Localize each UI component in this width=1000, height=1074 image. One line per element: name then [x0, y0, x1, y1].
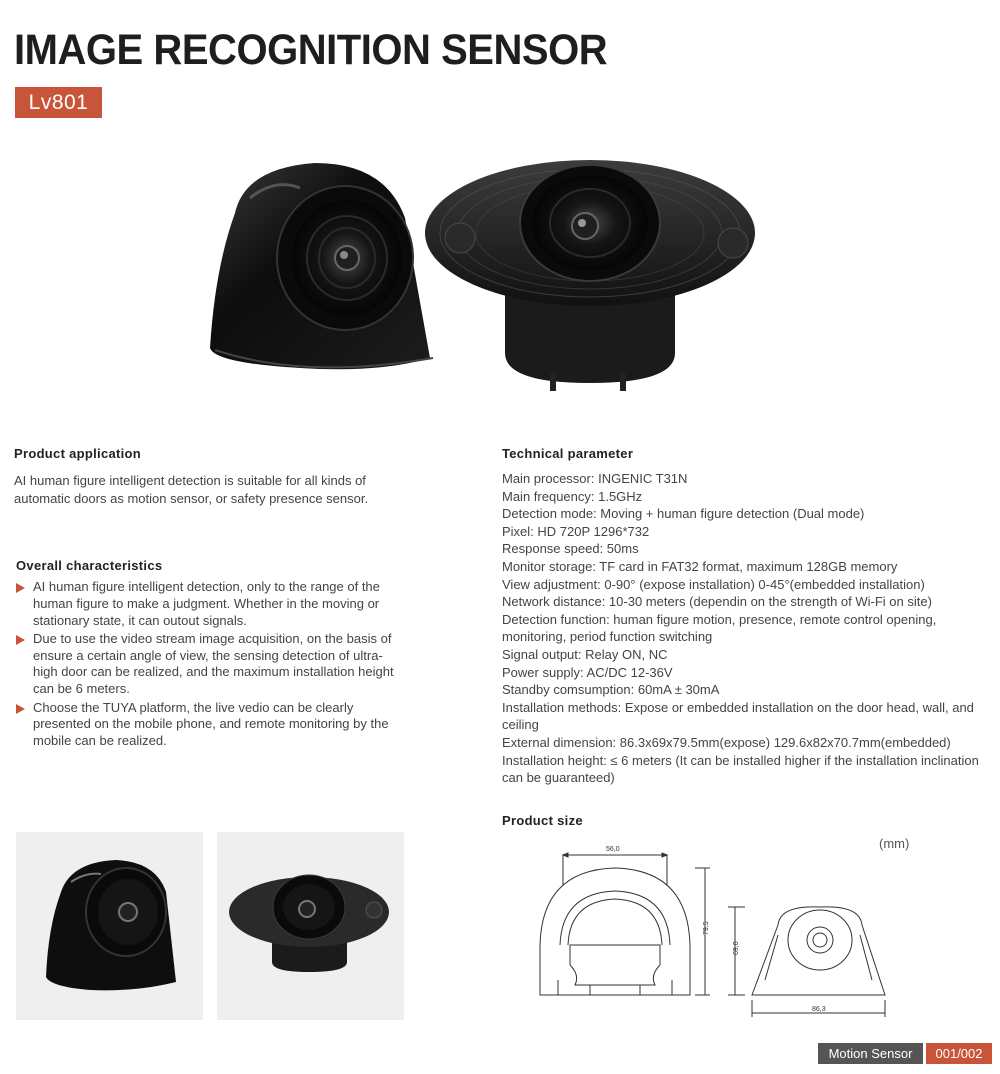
product-size-heading: Product size — [502, 813, 583, 828]
list-item: Signal output: Relay ON, NC — [502, 646, 668, 662]
hero-product-image — [205, 158, 785, 398]
list-item: Main processor: INGENIC T31N — [502, 471, 688, 486]
list-item: Choose the TUYA platform, the live vedio can be clearly presented on the mobile phone, and remote monitoring by the mobile can be realized. — [14, 700, 404, 750]
page-title: IMAGE RECOGNITION SENSOR — [14, 26, 608, 74]
dim-height: 79,5 — [703, 921, 710, 935]
list-item: Detection function: human figure motion, presence, remote control opening, monitoring, period function switching — [502, 611, 937, 645]
bullet-arrow-icon — [16, 704, 25, 714]
bullet-arrow-icon — [16, 583, 25, 593]
dim-side-height: 69,0 — [733, 941, 740, 955]
embedded-unit-image — [425, 160, 755, 391]
list-item: Detection mode: Moving + human figure detection (Dual mode) — [502, 506, 865, 522]
list-item: View adjustment: 0-90° (expose installation) 0-45°(embedded installation) — [502, 576, 925, 592]
product-application-text: AI human figure intelligent detection is suitable for all kinds of automatic doors as motion sensor, or safety presence sensor. — [14, 473, 369, 506]
exposed-unit-image — [210, 163, 433, 369]
technical-parameter-heading: Technical parameter — [502, 446, 634, 461]
list-item: Installation height: ≤ 6 meters (It can be installed higher if the installation inclination can be guaranteed) — [502, 752, 979, 786]
overall-characteristics-heading: Overall characteristics — [16, 558, 163, 573]
list-item: Response speed: 50ms — [502, 541, 639, 557]
exposed-unit-photo — [16, 832, 203, 1020]
footer-category-label: Motion Sensor — [818, 1043, 923, 1064]
list-item: Due to use the video stream image acquisition, on the basis of ensure a certain angle of view, the sensing detection of ultra-high door can be realized, and the maximum installation height can be 6 meters. — [14, 631, 404, 698]
list-item: Power supply: AC/DC 12-36V — [502, 664, 673, 680]
characteristics-list — [14, 579, 404, 751]
dimension-drawing — [530, 835, 910, 1025]
technical-parameter-list — [502, 470, 997, 787]
dim-base-width: 86,3 — [812, 1006, 826, 1013]
product-application-heading: Product application — [14, 446, 142, 461]
list-item: Installation methods: Expose or embedded installation on the door head, wall, and ceiling — [502, 699, 974, 733]
bullet-arrow-icon — [16, 635, 25, 645]
list-item: AI human figure intelligent detection, only to the range of the human figure to make a judgment. Whether in the moving or stationary state, it can outout signals. — [14, 579, 404, 629]
list-item: Network distance: 10-30 meters (dependin on the strength of Wi-Fi on site) — [502, 594, 932, 610]
list-item: Standby comsumption: 60mA ± 30mA — [502, 682, 720, 698]
list-item: Monitor storage: TF card in FAT32 format, maximum 128GB memory — [502, 558, 898, 574]
list-item: Pixel: HD 720P 1296*732 — [502, 523, 650, 539]
list-item: External dimension: 86.3x69x79.5mm(expose) 129.6x82x70.7mm(embedded) — [502, 734, 951, 750]
page-number: 001/002 — [926, 1043, 992, 1064]
embedded-unit-photo — [217, 832, 404, 1020]
dim-top-width: 56,0 — [606, 846, 620, 853]
unit-label: (mm) — [879, 836, 910, 851]
list-item: Main frequency: 1.5GHz — [502, 488, 643, 504]
model-badge: Lv801 — [15, 87, 102, 118]
